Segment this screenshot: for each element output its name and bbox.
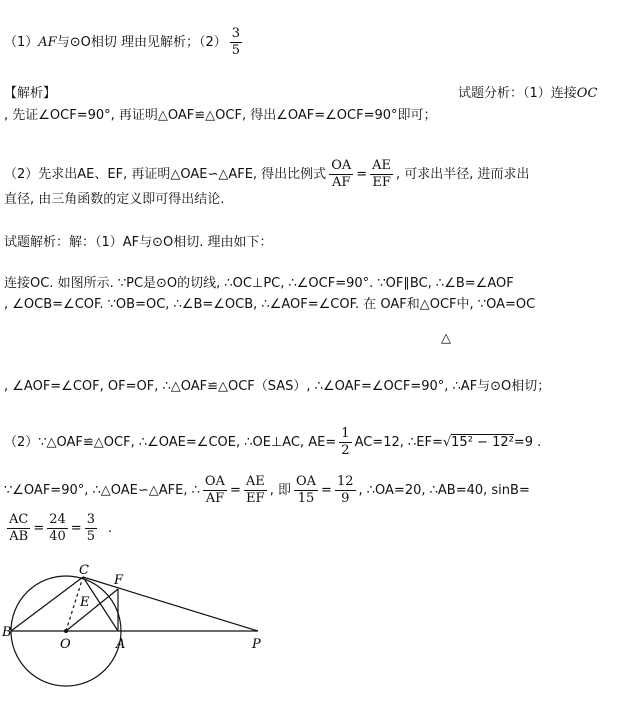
answer-fraction: $\frac{3}{5}$ [231,26,241,58]
solution-line-7: $\frac{AC}{AB}$ = $\frac{24}{40}$ = $\frac{3}{5}$ . [9,512,113,544]
solution-line-4: , ∠AOF=∠COF, OF=OF, ∴△OAF≌△OCF（SAS）, ∴∠OAF=∠OCF=90°, ∴AF与⊙O相切； [4,379,551,394]
analysis-line-2: （2）先求出AE、EF, 再证明△OAE∽△AFE, 得出比例式 $\frac{OA}{AF}$ = $\frac{AE}{EF}$ , 可求出半径, 进而求出 [4,158,530,190]
label-o: O [60,637,71,652]
label-b: B [2,625,12,640]
point-o [64,629,68,633]
label-a: A [116,637,126,652]
answer-af: AF [38,35,57,50]
ratio-ae-ef: $\frac{AE}{EF}$ [372,158,392,190]
ratio-ae-ef-2: $\frac{AE}{EF}$ [245,474,265,506]
label-p: P [252,637,261,652]
solution-line-6: ∵∠OAF=90°, ∴△OAE∽△AFE, ∴ $\frac{OA}{AF}$ = $\frac{AE}{EF}$ , 即 $\frac{OA}{15}$ = $\frac{12}{9}$ , ∴OA=20, ∴AB=40, sinB= [4,474,530,506]
label-e: E [80,595,90,610]
solution-line-5: （2）∵△OAF≌△OCF, ∴∠OAE=∠COE, ∴OE⊥AC, AE= $\frac{1}{2}$ AC=12, ∴EF=√15² − 12²=9 . [4,426,542,458]
ratio-24-40: $\frac{24}{40}$ [49,512,66,544]
label-f: F [114,573,124,588]
ratio-ac-ab: $\frac{AC}{AB}$ [9,512,29,544]
line-cp [83,577,258,631]
ratio-oa-15: $\frac{OA}{15}$ [296,474,317,506]
triangle-glyph: △ [441,331,451,346]
analysis-line-1: , 先证∠OCF=90°, 再证明△OAF≌△OCF, 得出∠OAF=∠OCF=90°即可； [4,108,437,123]
jiexi-label: 【解析】 [4,86,57,101]
ratio-oa-af: $\frac{OA}{AF}$ [331,158,352,190]
half-fraction: $\frac{1}{2}$ [341,426,350,458]
answer-part1: （1） [4,35,39,50]
label-c: C [79,563,89,578]
analysis-label: 试题分析：（1）连接OC [458,86,598,101]
line-bc [11,577,83,631]
geometry-figure [0,562,290,704]
analysis-line-3: 直径, 由三角函数的定义即可得出结论. [4,192,225,207]
solution-line-2: 连接OC. 如图所示. ∵PC是⊙O的切线, ∴OC⊥PC, ∴∠OCF=90°. ∵OF∥BC, ∴∠B=∠AOF [4,276,514,291]
answer-line [4,26,245,59]
ratio-12-9: $\frac{12}{9}$ [336,474,354,506]
answer-part2: 与⊙O相切 理由见解析；（2） [56,35,227,50]
ratio-oa-af-2: $\frac{OA}{AF}$ [204,474,225,506]
ratio-3-5: $\frac{3}{5}$ [86,512,95,544]
solution-line-3: , ∠OCB=∠COF. ∵OB=OC, ∴∠B=∠OCB, ∴∠AOF=∠COF. 在 OAF和△OCF中, ∵OA=OC [4,297,536,312]
line-of [66,589,118,631]
sqrt-expression: √15² − 12² [442,435,514,450]
solution-line-1: 试题解析：解：（1）AF与⊙O相切. 理由如下： [4,235,273,250]
